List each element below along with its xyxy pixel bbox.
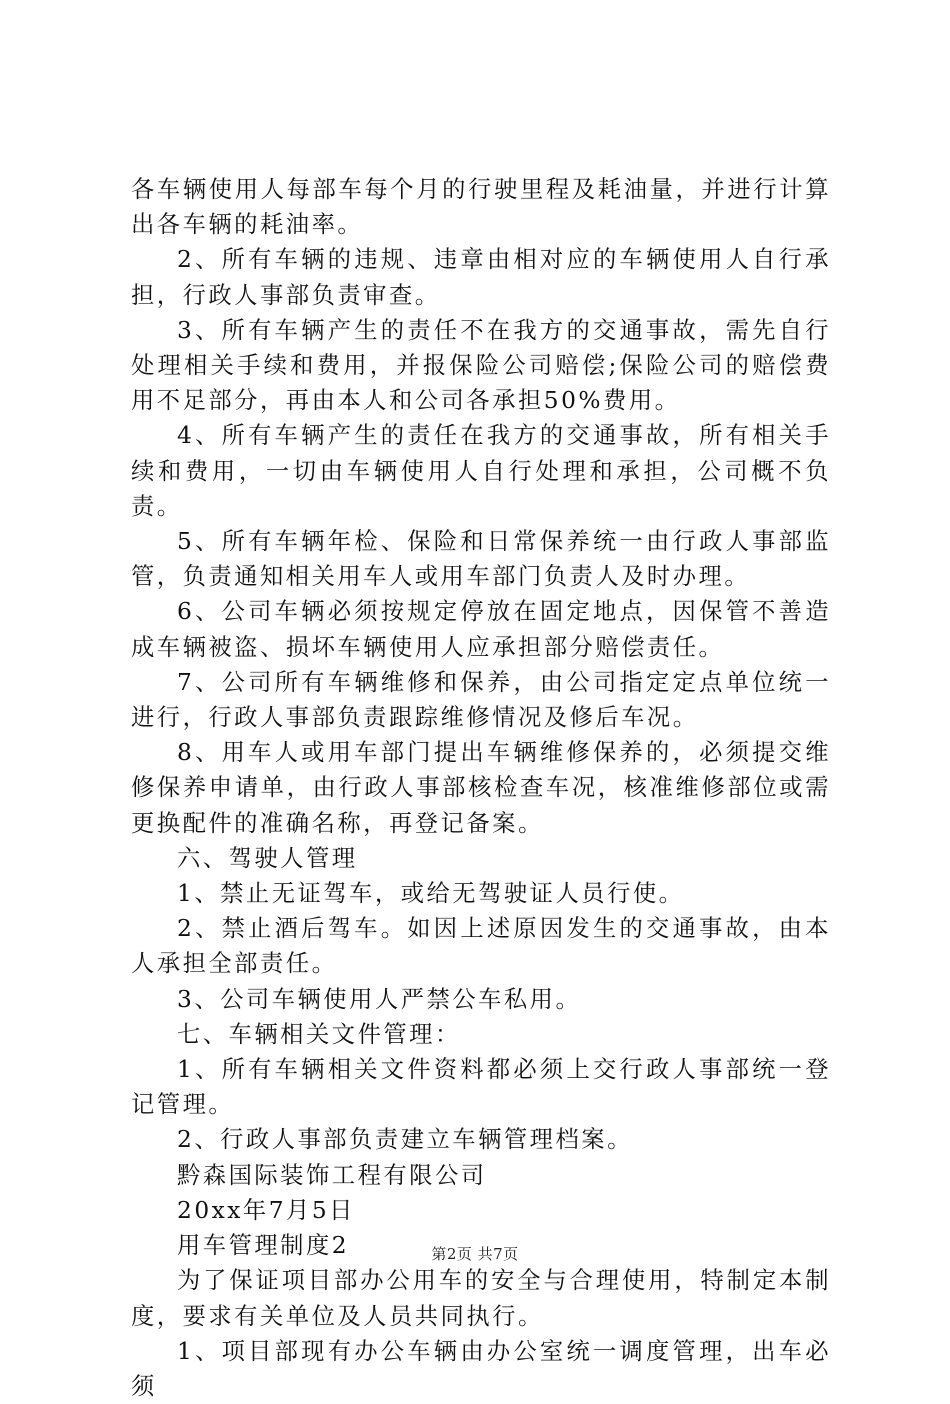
paragraph-item-3-accidents-not-at-fault: 3、所有车辆产生的责任不在我方的交通事故，需先自行处理相关手续和费用，并报保险公司赔偿;保险公司的赔偿费用不足部分，再由本人和公司各承担50%费用。 xyxy=(131,316,831,415)
paragraph-policy-2-item-1: 1、项目部现有办公车辆由办公室统一调度管理，出车必须 xyxy=(131,1337,831,1400)
section-heading-driver-management: 六、驾驶人管理 xyxy=(177,844,358,872)
paragraph-continuation: 各车辆使用人每部车每个月的行驶里程及耗油量，并进行计算出各车辆的耗油率。 xyxy=(131,176,831,239)
document-date: 20xx年7月5日 xyxy=(177,1196,355,1224)
paragraph-item-8-repair-request: 8、用车人或用车部门提出车辆维修保养的，必须提交维修保养申请单，由行政人事部核检查车况，核准维修部位或需更换配件的准确名称，再登记备案。 xyxy=(131,739,831,837)
paragraph-policy-2-intro: 为了保证项目部办公用车的安全与合理使用，特制定本制度，要求有关单位及人员共同执行。 xyxy=(131,1267,831,1330)
paragraph-item-6-parking: 6、公司车辆必须按规定停放在固定地点，因保管不善造成车辆被盗、损坏车辆使用人应承担部分赔偿责任。 xyxy=(131,598,831,661)
section-title-policy-2: 用车管理制度2 xyxy=(177,1232,350,1260)
document-body xyxy=(131,172,831,1404)
paragraph-driver-1: 1、禁止无证驾车，或给无驾驶证人员行使。 xyxy=(177,880,685,908)
paragraph-documents-2: 2、行政人事部负责建立车辆管理档案。 xyxy=(177,1126,633,1154)
paragraph-driver-3: 3、公司车辆使用人严禁公车私用。 xyxy=(177,985,582,1013)
paragraph-item-7-repair: 7、公司所有车辆维修和保养，由公司指定定点单位统一进行，行政人事部负责跟踪维修情况及修后车况。 xyxy=(131,668,831,732)
paragraph-driver-2: 2、禁止酒后驾车。如因上述原因发生的交通事故，由本人承担全部责任。 xyxy=(131,915,831,978)
paragraph-item-5-inspection: 5、所有车辆年检、保险和日常保养统一由行政人事部监管，负责通知相关用车人或用车部门负责人及时办理。 xyxy=(131,528,831,591)
paragraph-item-2-violations: 2、所有车辆的违规、违章由相对应的车辆使用人自行承担，行政人事部负责审查。 xyxy=(131,246,831,309)
section-heading-vehicle-documents: 七、车辆相关文件管理： xyxy=(177,1020,461,1048)
page-footer: 第2页 共7页 xyxy=(431,1245,519,1263)
company-name: 黔森国际装饰工程有限公司 xyxy=(177,1161,487,1189)
paragraph-item-4-accidents-at-fault: 4、所有车辆产生的责任在我方的交通事故，所有相关手续和费用，一切由车辆使用人自行处理和承担，公司概不负责。 xyxy=(131,422,831,520)
paragraph-documents-1: 1、所有车辆相关文件资料都必须上交行政人事部统一登记管理。 xyxy=(131,1056,831,1119)
